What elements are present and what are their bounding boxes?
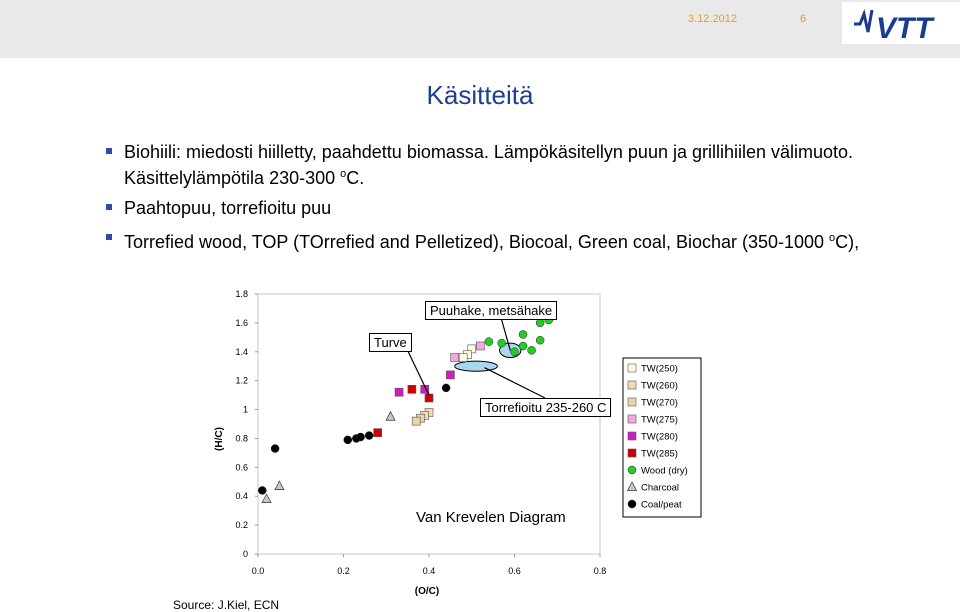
data-point: [275, 481, 284, 490]
legend-label: TW(250): [641, 363, 678, 375]
y-axis-label: (H/C): [214, 427, 225, 451]
data-point: [511, 348, 519, 356]
degree-sup: o: [340, 168, 347, 180]
slide-title: Käsitteitä: [426, 80, 534, 110]
degree-sup: o: [829, 232, 836, 244]
source-note: Source: J.Kiel, ECN: [173, 598, 280, 612]
bullet-item: [104, 141, 864, 189]
legend-marker: [628, 398, 636, 406]
data-point: [451, 354, 459, 362]
data-point: [446, 371, 454, 379]
data-point: [408, 385, 416, 393]
x-axis-label: (O/C): [414, 586, 440, 597]
y-tick-label: 1.2: [235, 375, 248, 386]
vtt-logo-graphic: [842, 2, 960, 44]
chart-svg: [200, 280, 688, 602]
data-point: [528, 346, 536, 354]
bullet-text: Paahtopuu, torrefioitu puu: [124, 198, 332, 218]
region-ellipse: [455, 361, 498, 371]
legend-label: TW(275): [641, 414, 678, 426]
data-point: [536, 319, 544, 327]
data-point: [476, 342, 484, 350]
legend-label: TW(260): [641, 380, 678, 392]
legend-marker: [628, 415, 636, 423]
data-point: [258, 486, 266, 494]
legend-label: TW(270): [641, 397, 678, 409]
bullet-item: [104, 227, 864, 253]
data-point: [357, 433, 365, 441]
logo-text: VTT: [876, 12, 933, 45]
bullet-square-icon: [106, 204, 112, 210]
x-tick-label: 0.4: [422, 566, 436, 576]
data-point: [374, 429, 382, 437]
legend-marker: [628, 364, 636, 372]
legend-label: TW(280): [641, 431, 678, 443]
legend-label: Coal/peat: [641, 499, 682, 511]
y-tick-label: 0.2: [235, 520, 248, 531]
diagram-caption: Van Krevelen Diagram: [416, 509, 566, 526]
y-tick-label: 1.6: [235, 317, 248, 328]
bullet-text: Biohiili: miedosti hiilletty, paahdettu biomassa. Lämpökäsitellyn puun ja grillihiilen välimuoto. Käsittelylämpötila 230-300: [124, 142, 854, 188]
vtt-logo: [842, 2, 960, 44]
callout-torrefioitu: Torrefioitu 235-260 C: [480, 398, 611, 417]
bullet-item: [104, 197, 864, 219]
bullet-tail: C.: [346, 168, 365, 188]
data-point: [498, 339, 506, 347]
bullet-list: [104, 141, 864, 261]
data-point: [485, 338, 493, 346]
legend-label: TW(285): [641, 448, 678, 460]
data-point: [395, 388, 403, 396]
data-point: [442, 384, 450, 392]
x-tick-label: 0.0: [251, 566, 265, 576]
callout-turve: Turve: [369, 333, 412, 352]
page-number: 6: [800, 13, 807, 25]
x-tick-label: 0.8: [593, 566, 607, 576]
data-point: [459, 354, 467, 362]
y-tick-label: 0.8: [235, 433, 248, 444]
data-point: [536, 336, 544, 344]
x-tick-label: 0.6: [508, 566, 521, 576]
callout-puuhake: Puuhake, metsähake: [425, 301, 557, 320]
data-point: [344, 436, 352, 444]
bullet-square-icon: [106, 234, 112, 240]
header-bar: [0, 0, 960, 58]
x-tick-label: 0.2: [337, 566, 350, 576]
legend-label: Charcoal: [641, 482, 680, 494]
data-point: [386, 412, 395, 421]
legend-marker: [628, 449, 636, 457]
data-point: [425, 394, 433, 402]
legend-marker: [628, 500, 636, 508]
van-krevelen-chart: [200, 280, 688, 607]
slide-date: 3.12.2012: [688, 13, 737, 25]
legend-marker: [628, 432, 636, 440]
callout-leader: [485, 368, 545, 398]
y-tick-label: 1: [242, 404, 248, 415]
y-tick-label: 1.4: [235, 346, 248, 357]
legend-marker: [628, 466, 636, 474]
bullet-tail: C),: [835, 232, 860, 252]
y-tick-label: 1.8: [235, 289, 248, 299]
legend-marker: [628, 381, 636, 389]
data-point: [271, 445, 279, 453]
legend-label: Wood (dry): [641, 465, 688, 477]
bullet-text: Torrefied wood, TOP (TOrrefied and Pelletized), Biocoal, Green coal, Biochar (350-1000: [124, 232, 830, 252]
data-point: [519, 330, 527, 338]
data-point: [262, 494, 271, 503]
y-tick-label: 0.4: [235, 491, 248, 502]
y-tick-label: 0.6: [235, 462, 248, 473]
data-point: [519, 342, 527, 350]
data-point: [365, 432, 373, 440]
bullet-square-icon: [106, 148, 112, 154]
data-point: [412, 417, 420, 425]
y-tick-label: 0: [242, 549, 248, 559]
